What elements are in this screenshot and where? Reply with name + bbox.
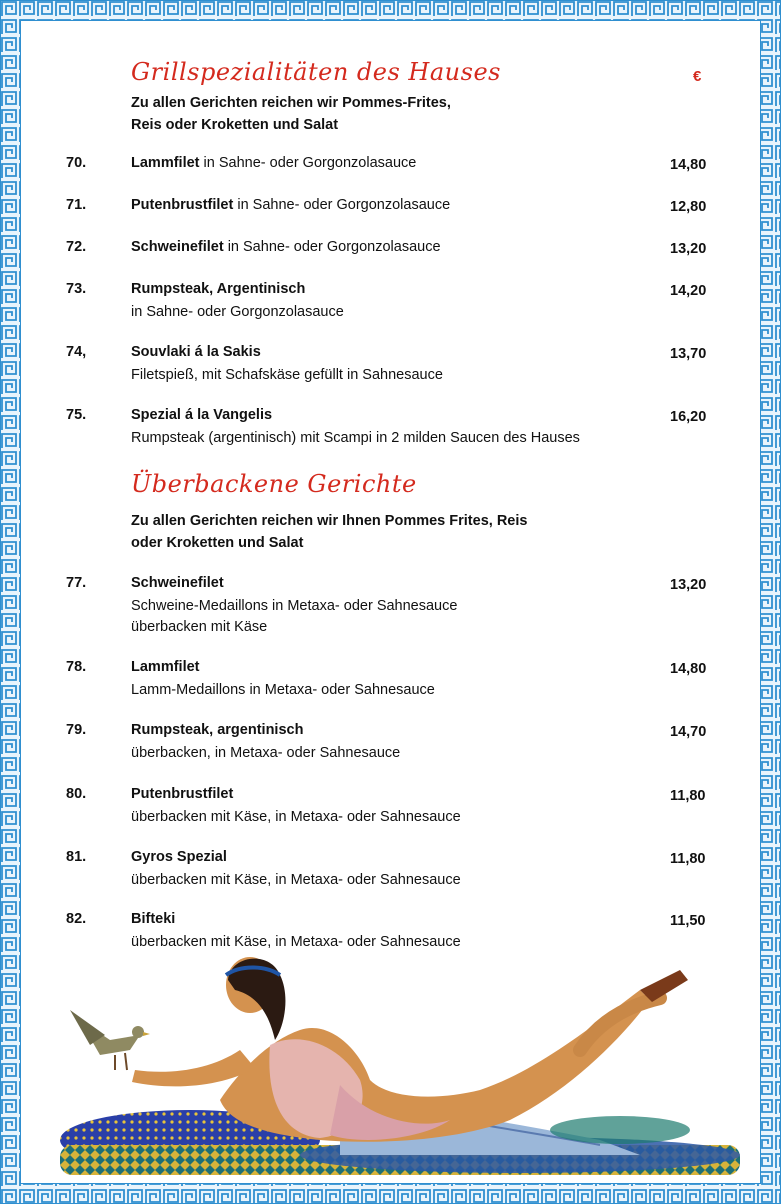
- section-title-ueberbacken: Überbackene Gerichte: [131, 470, 417, 498]
- item-number: 80.: [66, 786, 87, 802]
- item-description: Schweine-Medaillons in Metaxa- oder Sahnesauce überbacken mit Käse: [131, 598, 458, 635]
- item-price: 11,50: [670, 913, 706, 929]
- item-number: 73.: [66, 281, 87, 297]
- item-description: in Sahne- oder Gorgonzolasauce: [131, 304, 344, 320]
- item-description: überbacken mit Käse, in Metaxa- oder Sahnesauce: [131, 872, 461, 888]
- item-number: 77.: [66, 575, 87, 591]
- item-number: 81.: [66, 849, 87, 865]
- item-price: 14,80: [670, 661, 707, 677]
- item-name: Putenbrustfilet: [131, 197, 234, 213]
- item-number: 79.: [66, 722, 87, 738]
- item-price: 13,20: [670, 577, 707, 593]
- reclining-figure-illustration: [40, 950, 740, 1180]
- item-name: Gyros Spezial: [131, 849, 227, 865]
- item-number: 72.: [66, 239, 87, 255]
- section-intro-grill: Zu allen Gerichten reichen wir Pommes-Frites, Reis oder Kroketten und Salat: [131, 95, 451, 133]
- item-name: Souvlaki á la Sakis: [131, 344, 261, 360]
- section-intro-ueberbacken: Zu allen Gerichten reichen wir Ihnen Pommes Frites, Reis oder Kroketten und Salat: [131, 513, 528, 551]
- item-number: 82.: [66, 911, 87, 927]
- item-price: 11,80: [670, 851, 706, 867]
- item-description: überbacken, in Metaxa- oder Sahnesauce: [131, 745, 401, 761]
- item-suffix: in Sahne- oder Gorgonzolasauce: [233, 197, 451, 213]
- item-suffix: in Sahne- oder Gorgonzolasauce: [199, 155, 417, 171]
- item-name: Putenbrustfilet: [131, 786, 234, 802]
- item-description: überbacken mit Käse, in Metaxa- oder Sahnesauce: [131, 934, 461, 950]
- currency-symbol: €: [693, 68, 702, 85]
- item-name: Schweinefilet: [131, 239, 224, 255]
- item-price: 14,70: [670, 724, 707, 740]
- item-price: 16,20: [670, 409, 707, 425]
- item-price: 14,80: [670, 157, 707, 173]
- item-number: 74,: [66, 344, 87, 360]
- item-description: Lamm-Medaillons in Metaxa- oder Sahnesauce: [131, 682, 435, 698]
- item-name: Rumpsteak, argentinisch: [131, 722, 304, 738]
- item-name: Schweinefilet: [131, 575, 224, 591]
- item-number: 78.: [66, 659, 87, 675]
- item-name: Bifteki: [131, 911, 176, 927]
- item-suffix: in Sahne- oder Gorgonzolasauce: [223, 239, 441, 255]
- item-price: 13,20: [670, 241, 707, 257]
- item-name: Rumpsteak, Argentinisch: [131, 281, 306, 297]
- item-price: 13,70: [670, 346, 707, 362]
- item-description: Filetspieß, mit Schafskäse gefüllt in Sahnesauce: [131, 367, 443, 383]
- item-number: 75.: [66, 407, 87, 423]
- item-price: 11,80: [670, 788, 706, 804]
- item-price: 14,20: [670, 283, 707, 299]
- item-description: Rumpsteak (argentinisch) mit Scampi in 2 milden Saucen des Hauses: [131, 430, 580, 446]
- bird-figure: [70, 1010, 150, 1070]
- item-name: Lammfilet: [131, 659, 200, 675]
- item-name: Lammfilet: [131, 155, 200, 171]
- section-title-grill: Grillspezialitäten des Hauses: [131, 58, 501, 86]
- item-number: 71.: [66, 197, 87, 213]
- item-price: 12,80: [670, 199, 707, 215]
- item-number: 70.: [66, 155, 87, 171]
- item-name: Spezial á la Vangelis: [131, 407, 273, 423]
- item-description: überbacken mit Käse, in Metaxa- oder Sahnesauce: [131, 809, 461, 825]
